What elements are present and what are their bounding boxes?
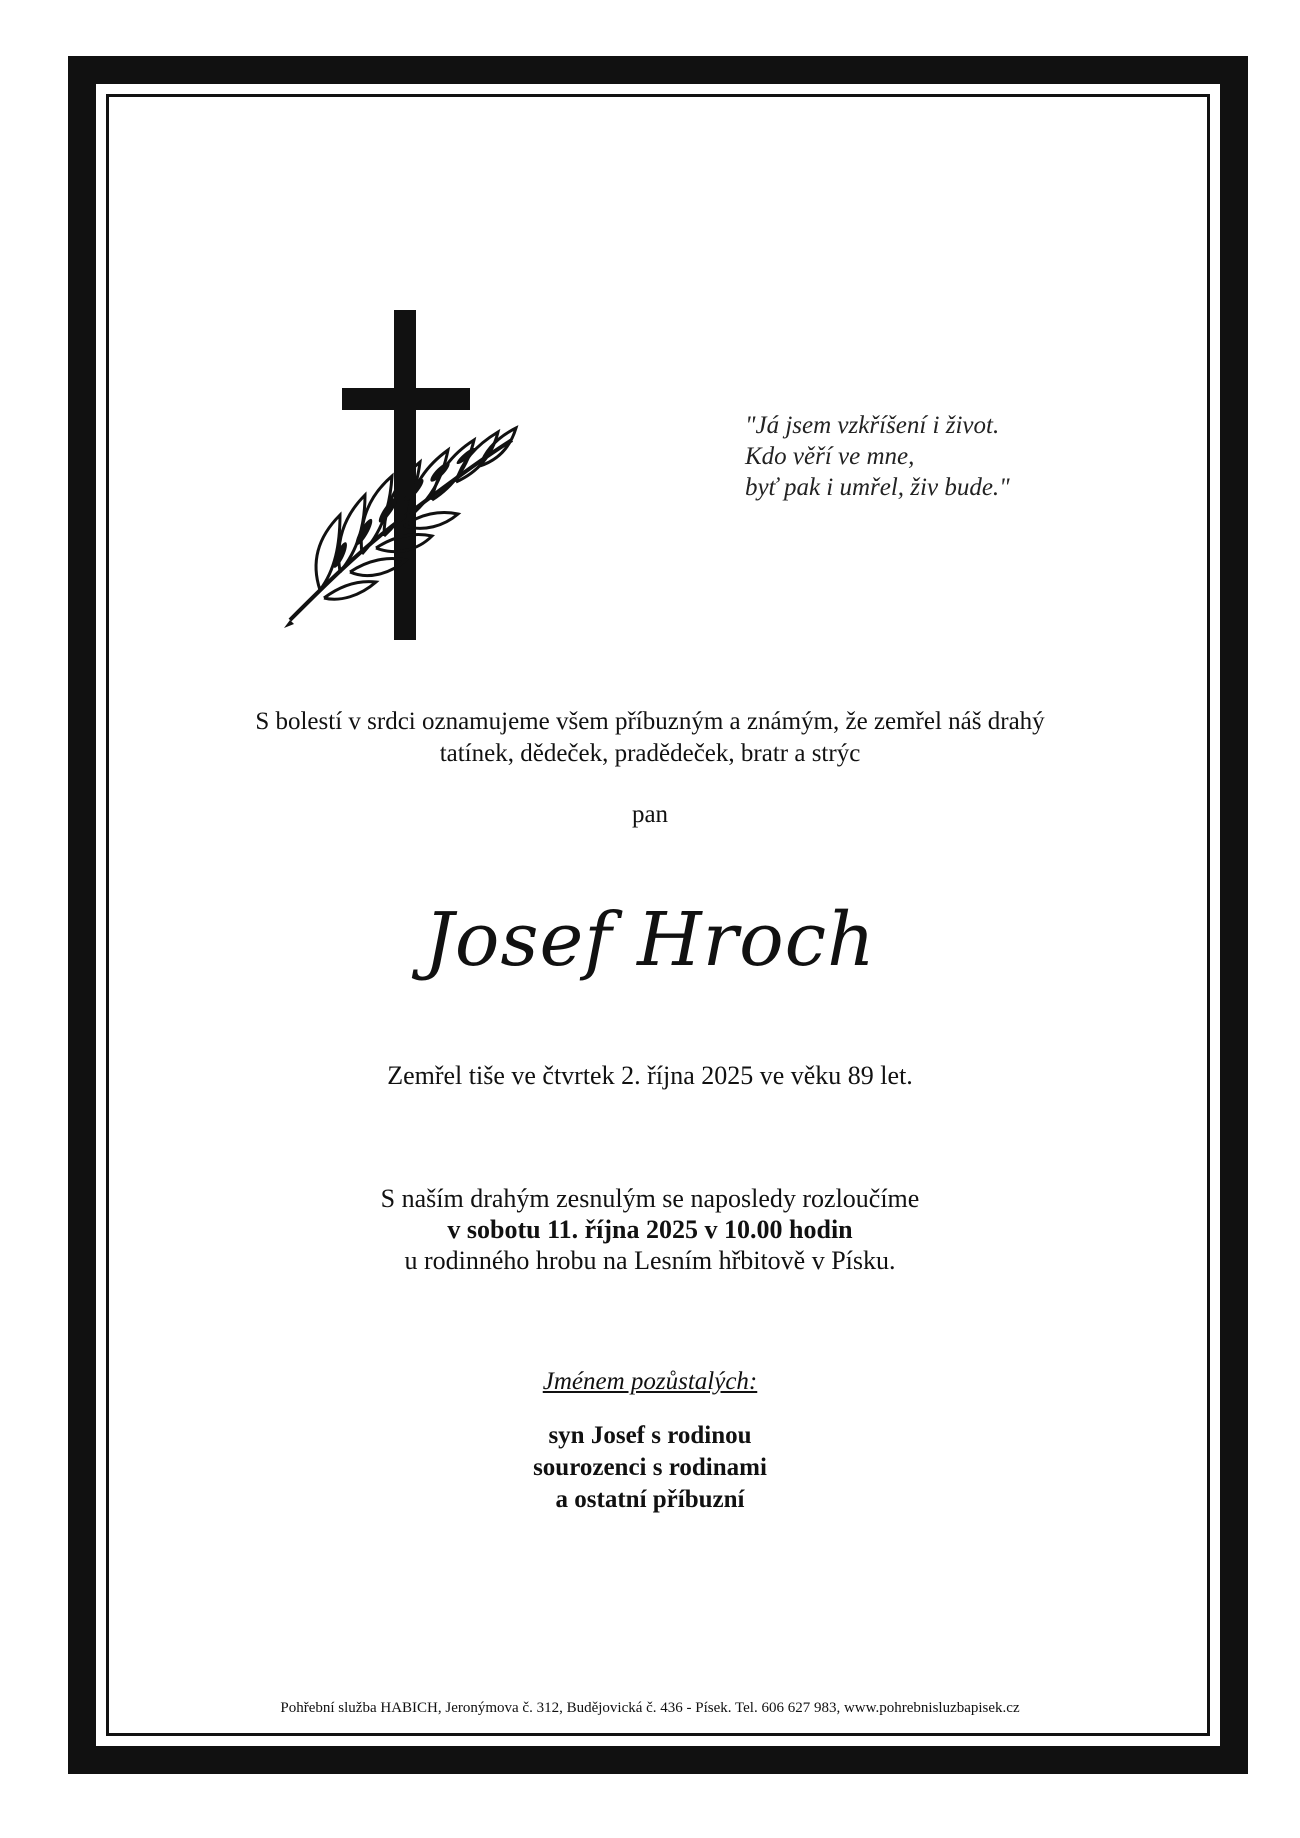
death-notice: Zemřel tiše ve čtvrtek 2. října 2025 ve věku 89 let. — [387, 1061, 913, 1090]
quote-line-1: "Já jsem vzkříšení i život. — [745, 412, 1000, 439]
cross-with-palm-branch-icon — [280, 310, 520, 640]
farewell-location: u rodinného hrobu na Lesním hřbitově v Písku. — [404, 1246, 896, 1275]
mourners-list — [150, 1420, 1150, 1516]
announcement — [150, 706, 1150, 770]
mourner-line: sourozenci s rodinami — [533, 1454, 767, 1481]
behalf-heading — [150, 1366, 1150, 1398]
farewell-info — [150, 1183, 1150, 1276]
announcement-line-2: tatínek, dědeček, pradědeček, bratr a strýc — [439, 740, 861, 767]
funeral-service-footer: Pohřební služba HABICH, Jeronýmova č. 312, Budějovická č. 436 - Písek. Tel. 606 627 983, www.pohrebnisluzbapisek.cz — [280, 1700, 1020, 1716]
behalf-label: Jménem pozůstalých: — [542, 1368, 758, 1395]
quote-line-2: Kdo věří ve mne, — [745, 443, 915, 470]
deceased-name: Josef Hroch — [424, 897, 876, 983]
mourner-line: a ostatní příbuzní — [555, 1486, 745, 1513]
farewell-date-time: v sobotu 11. října 2025 v 10.00 hodin — [447, 1215, 853, 1244]
mourner-line: syn Josef s rodinou — [548, 1422, 752, 1449]
quote-line-3: byť pak i umřel, živ bude." — [745, 474, 1010, 501]
announcement-line-1: S bolestí v srdci oznamujeme všem příbuzným a známým, že zemřel náš drahý — [255, 708, 1045, 735]
scripture-quote — [745, 410, 1010, 503]
farewell-line-1: S naším drahým zesnulým se naposledy rozloučíme — [380, 1184, 920, 1213]
title-word: pan — [631, 801, 669, 828]
